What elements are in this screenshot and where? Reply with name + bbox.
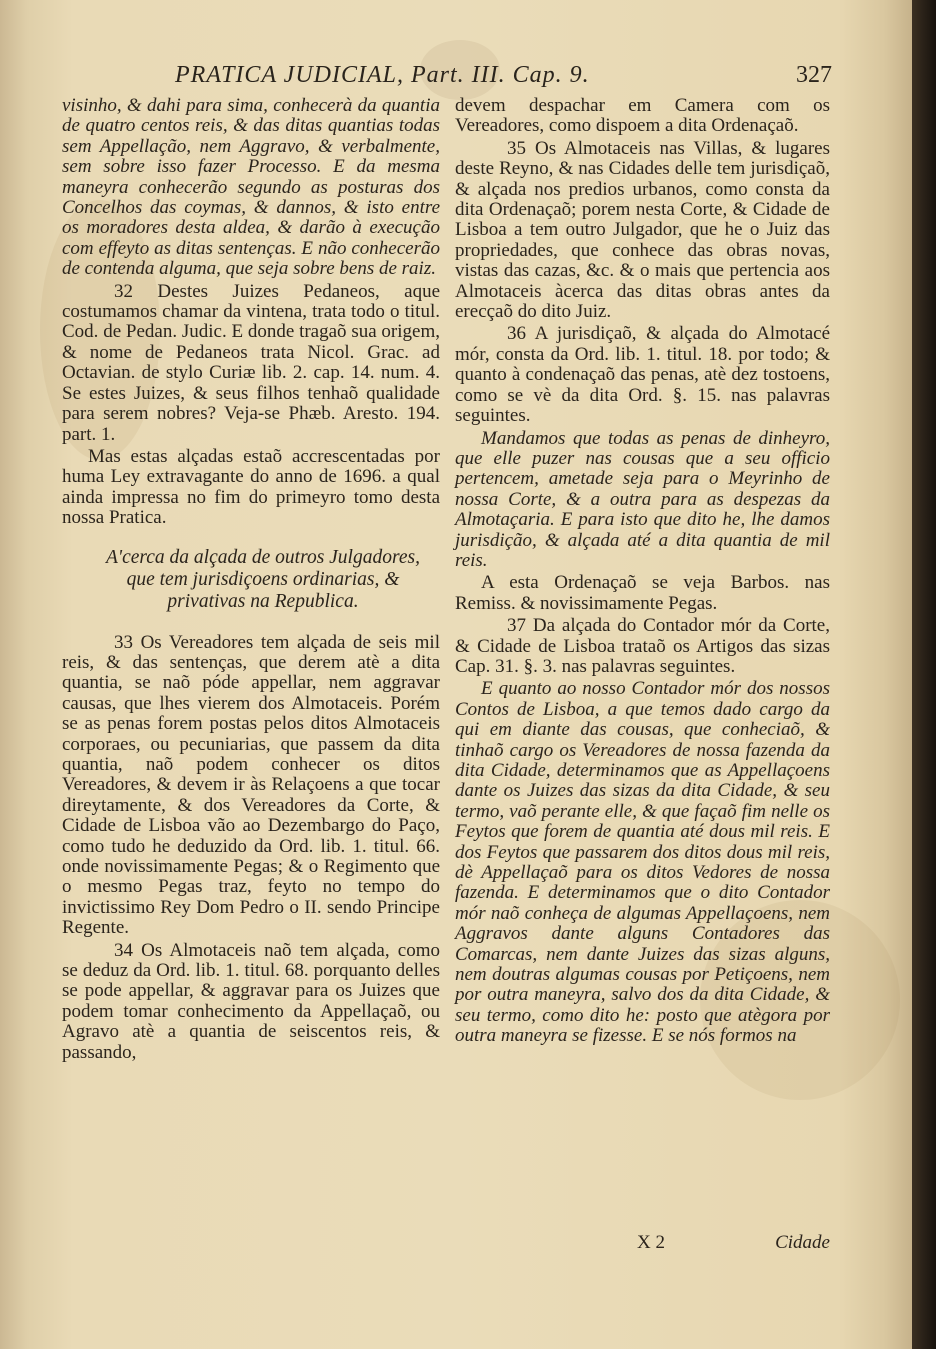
section-heading [100, 547, 426, 613]
signature-mark: X 2 [637, 1232, 665, 1253]
paragraph [62, 282, 440, 445]
paragraph-number: 34 [114, 939, 133, 961]
running-title: PRATICA JUDICIAL, Part. III. Cap. 9. [175, 62, 590, 88]
page-header [175, 60, 832, 94]
paragraph-text: Mas estas alçadas estaõ accrescentadas por huma Ley extravagante do anno de 1696. a qual ainda impressa no fim do primeyro tomo desta nossa Pratica. [62, 445, 440, 529]
paragraph [455, 679, 830, 1046]
paragraph-text: Da alçada do Contador mór da Corte, & Cidade de Lisboa trataõ os Artigos das sizas Cap. 31. §. 3. nas palavras seguintes. [455, 615, 830, 677]
paragraph [62, 941, 440, 1063]
catchword: Cidade [775, 1232, 830, 1253]
paragraph-text: Mandamos que todas as penas de dinheyro, que elle puzer nas cousas que a seu officio pertencem, ametade seja para o Meyrinho de nossa Corte, & a outra para as despezas da Almotaçaria. E para isto que dito he, lhe damos jurisdição, & alçada até a dita quantia de mil reis. [455, 427, 830, 571]
paragraph-text: Destes Juizes Pedaneos, aque costumamos chamar da vintena, trata todo o titul. Cod. de Pedan. Judic. E donde tragaõ sua origem, & nome de Pedaneos trata Nicol. Grac. ad Octavian. de stylo Curiæ lib. 2. cap. 14. num. 4. Se estes Juizes, & seus filhos tenhaõ qualidade para serem nobres? Veja-se Phæb. Aresto. 194. part. 1. [62, 280, 441, 445]
page-number: 327 [796, 62, 832, 88]
paragraph-text: A esta Ordenaçaõ se veja Barbos. nas Remiss. & novissimamente Pegas. [455, 572, 830, 614]
book-spine-shadow [912, 0, 936, 1349]
paragraph-text: Os Vereadores tem alçada de seis mil reis, & das sentenças, que derem atè a dita quantia, se naõ póde appellar, nem aggravar causas, que lhes vierem dos Almotaceis. Porém se as penas forem postas pelos ditos Almotaceis corporaes, ou pecuniarias, que passem da dita quantia, naõ podem conhecer os ditos Vereadores, & devem ir às Relaçoens a que tocar direytamente, & dos Vereadores da Corte, & Cidade de Lisboa vão ao Dezembargo do Paço, como tudo he deduzido da Ord. lib. 1. titul. 66. onde novissimamente Pegas; & o Regimento que o mesmo Pegas traz, feyto no tempo do invictissimo Rey Dom Pedro o II. sendo Principe Regente. [62, 631, 440, 939]
paragraph-text: E quanto ao nosso Contador mór dos nossos Contos de Lisboa, a que temos dado cargo da qui em diante das cousas, que conheciaõ, & tinhaõ cargo os Vereadores de nossa fazenda da dita Cidade, determinamos que as Appellaçoens dante os Juizes das sizas da dita Cidade, & seu termo, vaõ perante elle, & que façaõ fim nelle os Feytos que forem de quantia até dous mil reis. E dos Feytos que passarem dos ditos dous mil reis, dè Appellaçaõ para os ditos Vedores de nossa fazenda. E determinamos que o dito Contador mór naõ conheça de algumas Appellaçoens, nem Aggravos dante alguns Contadores das Comarcas, nem dante Juizes das sizas alguns, nem doutras algumas cousas por Petiçoens, nem por outra maneyra, salvo dos da dita Cidade, & seu termo, como dito he: posto que atègora por outra maneyra se fizesse. E se nós formos na [455, 678, 830, 1047]
paragraph-number: 35 [507, 137, 526, 159]
paragraph [455, 96, 830, 137]
paragraph-text: Os Almotaceis nas Villas, & lugares deste Reyno, & nas Cidades delle tem jurisdiçaõ, & alçada nos predios urbanos, como consta da dita Ordenaçaõ; porem nesta Corte, & Cidade de Lisboa a tem outro Julgador, que he o Juiz das propriedades, que conhece das obras novas, vistas das cazas, &c. & o mais que pertencia aos Almotaceis àcerca das ditas obras antes da erecçaõ do dito Juiz. [455, 137, 830, 323]
paragraph-text: visinho, & dahi para sima, conhecerà da quantia de quatro centos reis, & das ditas quantias todas sem Appellação, nem Aggravo, & verbalmente, sem sobre isso fazer Processo. E da mesma maneyra conhecerão segundo as posturas dos Concelhos das coymas, & dannos, & isto entre os moradores desta aldea, & darão à execução com effeyto as ditas sentenças. E não conhecerão de contenda alguma, que seja sobre bens de raiz. [62, 95, 440, 280]
left-text-column [62, 96, 440, 1065]
page-footer [455, 1232, 830, 1260]
paragraph [62, 96, 440, 280]
right-text-column [455, 96, 830, 1049]
paragraph-number: 33 [114, 631, 133, 653]
paragraph-text: A jurisdiçaõ, & alçada do Almotacé mór, consta da Ord. lib. 1. titul. 18. por todo; & quanto à condenaçaõ das penas, atè dez tostoens, como se vè da dita Ord. §. 15. nas palavras seguintes. [455, 323, 831, 427]
paragraph [455, 616, 830, 677]
paragraph-number: 37 [507, 615, 526, 637]
paragraph [62, 447, 440, 529]
paragraph [455, 324, 830, 426]
paragraph-number: 36 [507, 323, 526, 345]
paragraph-text: Os Almotaceis naõ tem alçada, como se deduz da Ord. lib. 1. titul. 68. porquanto delles se pode appellar, & aggravar para os Juizes que podem tomar conhecimento da Appellaçaõ, ou Agravo atè a quantia de seiscentos reis, & passando, [62, 939, 440, 1063]
paragraph [455, 573, 830, 614]
paragraph-text: A'cerca da alçada de outros Julgadores, que tem jurisdiçoens ordinarias, & privativas na Republica. [106, 546, 420, 612]
paragraph-text: devem despachar em Camera com os Vereadores, como dispoem a dita Ordenaçaõ. [455, 95, 830, 137]
paragraph-number: 32 [114, 280, 133, 302]
paragraph [62, 633, 440, 939]
paragraph [455, 429, 830, 572]
paragraph [455, 139, 830, 323]
